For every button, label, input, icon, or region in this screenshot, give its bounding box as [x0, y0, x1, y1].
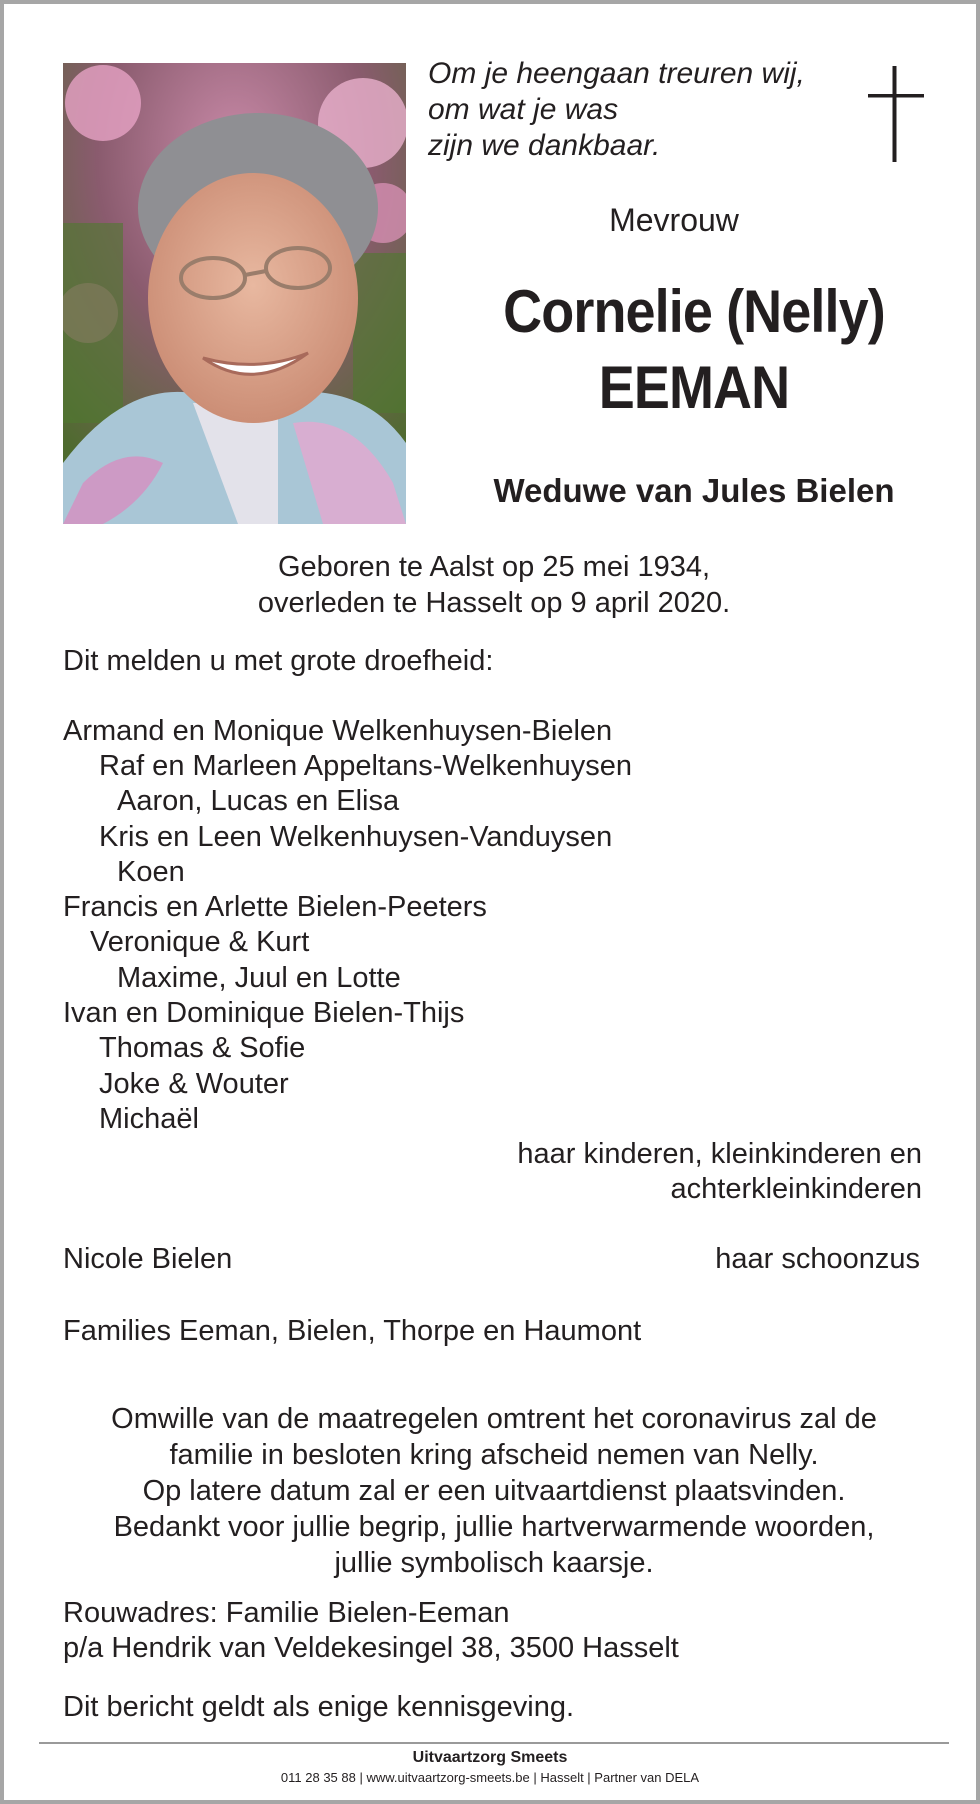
- corona-line: familie in besloten kring afscheid nemen van Nelly.: [169, 1439, 819, 1471]
- address-line-1: Rouwadres: Familie Bielen-Eeman: [63, 1597, 510, 1629]
- title: Mevrouw: [609, 202, 739, 238]
- poem-line: om wat je was: [428, 93, 619, 126]
- family-member: Armand en Monique Welkenhuysen-Bielen: [63, 715, 613, 747]
- address-line-2: p/a Hendrik van Veldekesingel 38, 3500 Hasselt: [63, 1632, 679, 1664]
- family-member: Koen: [117, 856, 185, 888]
- corona-line: Op latere datum zal er een uitvaartdienst plaatsvinden.: [142, 1475, 846, 1507]
- families-line: Families Eeman, Bielen, Thorpe en Haumont: [63, 1315, 642, 1347]
- notice-text: Dit bericht geldt als enige kennisgeving.: [63, 1691, 575, 1723]
- birth-line: Geboren te Aalst op 25 mei 1934,: [277, 551, 711, 583]
- family-member: Ivan en Dominique Bielen-Thijs: [63, 997, 465, 1029]
- poem-line: zijn we dankbaar.: [428, 129, 661, 162]
- relation-line: haar kinderen, kleinkinderen en: [517, 1138, 922, 1170]
- cross-icon: [868, 66, 924, 162]
- poem: [428, 56, 848, 164]
- death-line: overleden te Hasselt op 9 april 2020.: [257, 587, 731, 619]
- corona-message: [63, 1401, 925, 1581]
- corona-line: Bedankt voor jullie begrip, jullie hartverwarmende woorden,: [113, 1511, 875, 1543]
- corona-line: jullie symbolisch kaarsje.: [334, 1547, 654, 1579]
- corona-line: Omwille van de maatregelen omtrent het coronavirus zal de: [111, 1403, 877, 1435]
- family-member: Veronique & Kurt: [90, 926, 310, 958]
- relation-line: achterkleinkinderen: [670, 1173, 922, 1205]
- name-line-1: Cornelie (Nelly): [503, 278, 885, 345]
- funeral-company-info: 011 28 35 88 | www.uitvaartzorg-smeets.be | Hasselt | Partner van DELA: [280, 1770, 700, 1785]
- family-member: Kris en Leen Welkenhuysen-Vanduysen: [99, 821, 613, 853]
- intro-text: Dit melden u met grote droefheid:: [63, 645, 494, 677]
- widow-line: Weduwe van Jules Bielen: [493, 472, 895, 509]
- portrait-image: [63, 63, 406, 524]
- funeral-company: Uitvaartzorg Smeets: [412, 1749, 568, 1766]
- family-member: Aaron, Lucas en Elisa: [117, 785, 400, 817]
- family-member: Francis en Arlette Bielen-Peeters: [63, 891, 487, 923]
- family-member: Raf en Marleen Appeltans-Welkenhuysen: [99, 750, 633, 782]
- sister-in-law-name: Nicole Bielen: [63, 1243, 233, 1275]
- portrait-photo: [63, 63, 406, 524]
- name-line-2: EEMAN: [598, 354, 790, 421]
- family-member: Maxime, Juul en Lotte: [117, 962, 401, 994]
- footer-divider: [39, 1742, 949, 1744]
- family-member: Michaël: [99, 1103, 199, 1135]
- family-member: Thomas & Sofie: [99, 1032, 306, 1064]
- birth-death-dates: [104, 549, 884, 621]
- deceased-name: [469, 274, 919, 426]
- poem-line: Om je heengaan treuren wij,: [428, 57, 805, 90]
- family-member: Joke & Wouter: [99, 1068, 289, 1100]
- sister-in-law-relation: haar schoonzus: [715, 1243, 920, 1275]
